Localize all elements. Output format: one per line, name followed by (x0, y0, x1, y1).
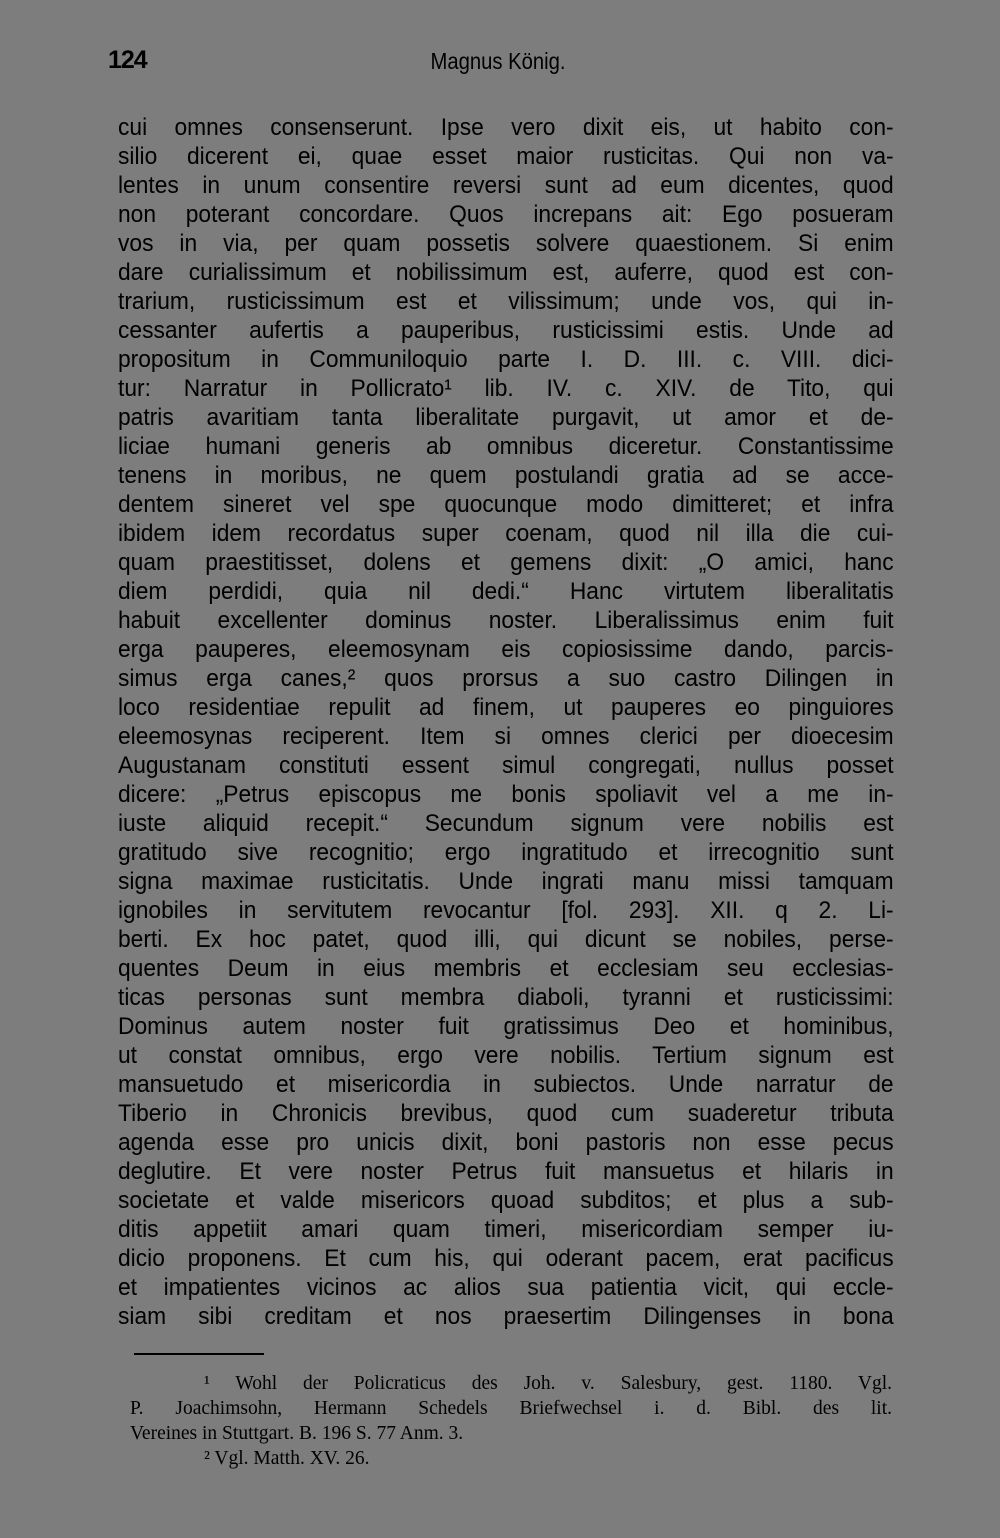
text-line: dentem sineret vel spe quocunque modo dimitteret; et infra (118, 491, 894, 518)
text-line: tenens in moribus, ne quem postulandi gratia ad se acce- (118, 462, 894, 489)
text-line: vos in via, per quam possetis solvere quaestionem. Si enim (118, 230, 894, 257)
text-line: quam praestitisset, dolens et gemens dixit: „O amici, hanc (118, 549, 894, 576)
text-line: ut constat omnibus, ergo vere nobilis. Tertium signum est (118, 1042, 894, 1069)
text-line: iuste aliquid recepit.“ Secundum signum vere nobilis est (118, 810, 894, 837)
text-line: cessanter aufertis a pauperibus, rusticissimi estis. Unde ad (118, 317, 894, 344)
text-line: ditis appetiit amari quam timeri, misericordiam semper iu- (118, 1216, 894, 1243)
text-line: trarium, rusticissimum est et vilissimum; unde vos, qui in- (118, 288, 894, 315)
footnote-1-line: Vereines in Stuttgart. B. 196 S. 77 Anm. 3. (130, 1423, 464, 1444)
footnote-separator (134, 1353, 264, 1355)
text-line: Dominus autem noster fuit gratissimus Deo et hominibus, (118, 1013, 894, 1040)
text-line: habuit excellenter dominus noster. Liberalissimus enim fuit (118, 607, 894, 634)
text-line: liciae humani generis ab omnibus diceretur. Constantissime (118, 433, 894, 460)
text-line: signa maximae rusticitatis. Unde ingrati manu missi tamquam (118, 868, 894, 895)
page-header (108, 46, 888, 86)
text-line: ibidem idem recordatus super coenam, quod nil illa die cui- (118, 520, 894, 547)
text-line: dicere: „Petrus episcopus me bonis spoliavit vel a me in- (118, 781, 894, 808)
footnote-2-line: ² Vgl. Matth. XV. 26. (204, 1448, 370, 1469)
text-line: diem perdidi, quia nil dedi.“ Hanc virtutem liberalitatis (118, 578, 894, 605)
text-line: berti. Ex hoc patet, quod illi, qui dicunt se nobiles, perse- (118, 926, 894, 953)
text-line: ticas personas sunt membra diaboli, tyranni et rusticissimi: (118, 984, 894, 1011)
text-line: mansuetudo et misericordia in subiectos. Unde narratur de (118, 1071, 894, 1098)
text-line: loco residentiae repulit ad finem, ut pauperes eo pinguiores (118, 694, 894, 721)
text-line: ignobiles in servitutem revocantur [fol. 293]. XII. q 2. Li- (118, 897, 894, 924)
text-line: dare curialissimum et nobilissimum est, auferre, quod est con- (118, 259, 894, 286)
text-line: propositum in Communiloquio parte I. D. III. c. VIII. dici- (118, 346, 894, 373)
text-line: cui omnes consenserunt. Ipse vero dixit eis, ut habito con- (118, 114, 894, 141)
text-line: Augustanam constituti essent simul congregati, nullus posset (118, 752, 894, 779)
text-line: dicio proponens. Et cum his, qui oderant pacem, erat pacificus (118, 1245, 894, 1272)
running-head: Magnus König. (430, 48, 566, 74)
footnote-1-line: ¹ Wohl der Policraticus des Joh. v. Salesbury, gest. 1180. Vgl. (204, 1373, 892, 1394)
text-line: siam sibi creditam et nos praesertim Dilingenses in bona (118, 1303, 894, 1330)
text-line: silio dicerent ei, quae esset maior rusticitas. Qui non va- (118, 143, 894, 170)
body-text (118, 113, 894, 1331)
text-line: societate et valde misericors quoad subditos; et plus a sub- (118, 1187, 894, 1214)
text-line: tur: Narratur in Pollicrato¹ lib. IV. c. XIV. de Tito, qui (118, 375, 894, 402)
text-line: quentes Deum in eius membris et ecclesiam seu ecclesias- (118, 955, 894, 982)
text-line: non poterant concordare. Quos increpans ait: Ego posueram (118, 201, 894, 228)
footnotes (130, 1371, 892, 1471)
text-line: agenda esse pro unicis dixit, boni pastoris non esse pecus (118, 1129, 894, 1156)
text-line: patris avaritiam tanta liberalitate purgavit, ut amor et de- (118, 404, 894, 431)
text-line: eleemosynas reciperent. Item si omnes clerici per dioecesim (118, 723, 894, 750)
text-line: gratitudo sive recognitio; ergo ingratitudo et irrecognitio sunt (118, 839, 894, 866)
page-number: 124 (108, 46, 147, 74)
text-line: deglutire. Et vere noster Petrus fuit mansuetus et hilaris in (118, 1158, 894, 1185)
footnote-1-line: P. Joachimsohn, Hermann Schedels Briefwechsel i. d. Bibl. des lit. (130, 1398, 892, 1419)
text-line: simus erga canes,² quos prorsus a suo castro Dilingen in (118, 665, 894, 692)
text-line: lentes in unum consentire reversi sunt ad eum dicentes, quod (118, 172, 894, 199)
text-line: erga pauperes, eleemosynam eis copiosissime dando, parcis- (118, 636, 894, 663)
text-line: et impatientes vicinos ac alios sua patientia vicit, qui eccle- (118, 1274, 894, 1301)
text-line: Tiberio in Chronicis brevibus, quod cum suaderetur tributa (118, 1100, 894, 1127)
